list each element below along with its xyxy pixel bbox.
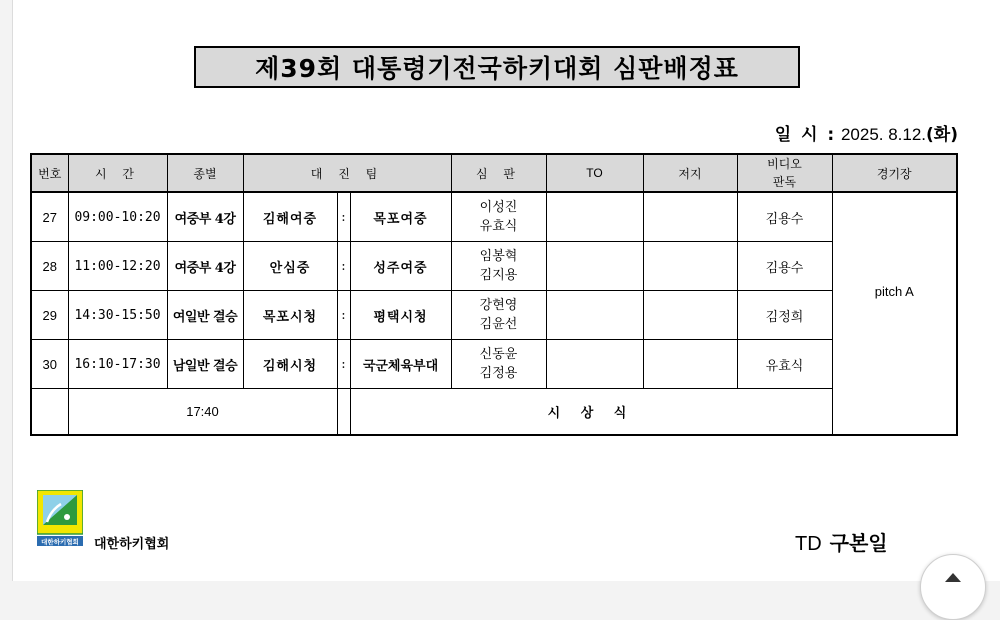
- ceremony-time: 17:40: [68, 389, 337, 436]
- match-number: 30: [31, 340, 68, 389]
- judge-cell: [643, 291, 737, 340]
- match-category: 여일반 결승: [167, 291, 243, 340]
- header-video: [737, 154, 832, 192]
- referee-1: 이성진: [479, 200, 518, 215]
- judge-cell: [643, 340, 737, 389]
- ceremony-separator-cell: [337, 389, 350, 436]
- judge-cell: [643, 242, 737, 291]
- match-time: 11:00-12:20: [68, 242, 167, 291]
- ceremony-label: 시 상 식: [350, 389, 832, 436]
- header-referee: 심 판: [451, 154, 546, 192]
- venue-name: pitch A: [874, 283, 914, 299]
- date-value: 2025. 8.12.: [840, 125, 927, 144]
- scroll-to-top-button[interactable]: [920, 554, 986, 620]
- match-time: 16:10-17:30: [68, 340, 167, 389]
- td-signature: [795, 527, 888, 556]
- referees: [451, 192, 546, 242]
- to-cell: [546, 340, 643, 389]
- header-time: 시 간: [68, 154, 167, 192]
- date-line: [775, 120, 958, 145]
- referee-1: 신동윤: [479, 347, 518, 362]
- header-to: TO: [546, 154, 643, 192]
- vs-separator: :: [337, 242, 350, 291]
- table-row: [31, 291, 957, 340]
- header-category: 종별: [167, 154, 243, 192]
- referees: [451, 242, 546, 291]
- document-title: 제39회 대통령기전국하키대회 심판배정표: [194, 46, 800, 88]
- header-video-line1: 비디오: [767, 157, 802, 171]
- vs-separator: :: [337, 192, 350, 242]
- header-venue: 경기장: [832, 154, 957, 192]
- team-b: 성주여중: [350, 242, 451, 291]
- referees: [451, 340, 546, 389]
- table-row: [31, 192, 957, 242]
- match-category: 여중부 4강: [167, 192, 243, 242]
- team-a: 김해시청: [243, 340, 337, 389]
- table-row: [31, 242, 957, 291]
- video-review: 김용수: [737, 192, 832, 242]
- venue-cell: [832, 192, 957, 435]
- header-matchup: 대 진 팀: [243, 154, 451, 192]
- table-row: [31, 340, 957, 389]
- judge-cell: [643, 192, 737, 242]
- to-cell: [546, 192, 643, 242]
- vs-separator: :: [337, 291, 350, 340]
- header-judge: 저지: [643, 154, 737, 192]
- svg-text:대한하키협회: 대한하키협회: [41, 538, 79, 546]
- video-review: 유효식: [737, 340, 832, 389]
- video-review: 김정희: [737, 291, 832, 340]
- to-cell: [546, 242, 643, 291]
- team-b: 목포여중: [350, 192, 451, 242]
- ceremony-row: [31, 389, 957, 436]
- date-day: (화): [926, 125, 958, 145]
- header-video-line2: 판독: [772, 175, 797, 189]
- team-a: 목포시청: [243, 291, 337, 340]
- referee-2: 김윤선: [479, 317, 518, 332]
- team-a: 안심중: [243, 242, 337, 291]
- match-number: 28: [31, 242, 68, 291]
- date-label: 일 시 :: [774, 125, 837, 145]
- referee-2: 김지용: [479, 268, 518, 283]
- match-time: 09:00-10:20: [68, 192, 167, 242]
- team-b: 평택시청: [350, 291, 451, 340]
- video-review: 김용수: [737, 242, 832, 291]
- vs-separator: :: [337, 340, 350, 389]
- referee-1: 강현영: [479, 298, 518, 313]
- match-number: 27: [31, 192, 68, 242]
- header-num: 번호: [31, 154, 68, 192]
- match-category: 여중부 4강: [167, 242, 243, 291]
- referee-2: 김정용: [479, 366, 518, 381]
- td-name: 구본일: [829, 531, 888, 555]
- td-label: TD: [795, 533, 822, 555]
- referees: [451, 291, 546, 340]
- match-category: 남일반 결승: [167, 340, 243, 389]
- team-a: 김해여중: [243, 192, 337, 242]
- match-time: 14:30-15:50: [68, 291, 167, 340]
- team-b: 국군체육부대: [350, 340, 451, 389]
- ceremony-num-cell: [31, 389, 68, 436]
- to-cell: [546, 291, 643, 340]
- table-header-row: [31, 154, 957, 192]
- match-number: 29: [31, 291, 68, 340]
- federation-logo: [37, 490, 83, 548]
- referee-schedule-table: [30, 153, 958, 436]
- organization-name: 대한하키협회: [94, 537, 170, 552]
- referee-1: 임봉혁: [479, 249, 518, 264]
- referee-2: 유효식: [479, 219, 518, 234]
